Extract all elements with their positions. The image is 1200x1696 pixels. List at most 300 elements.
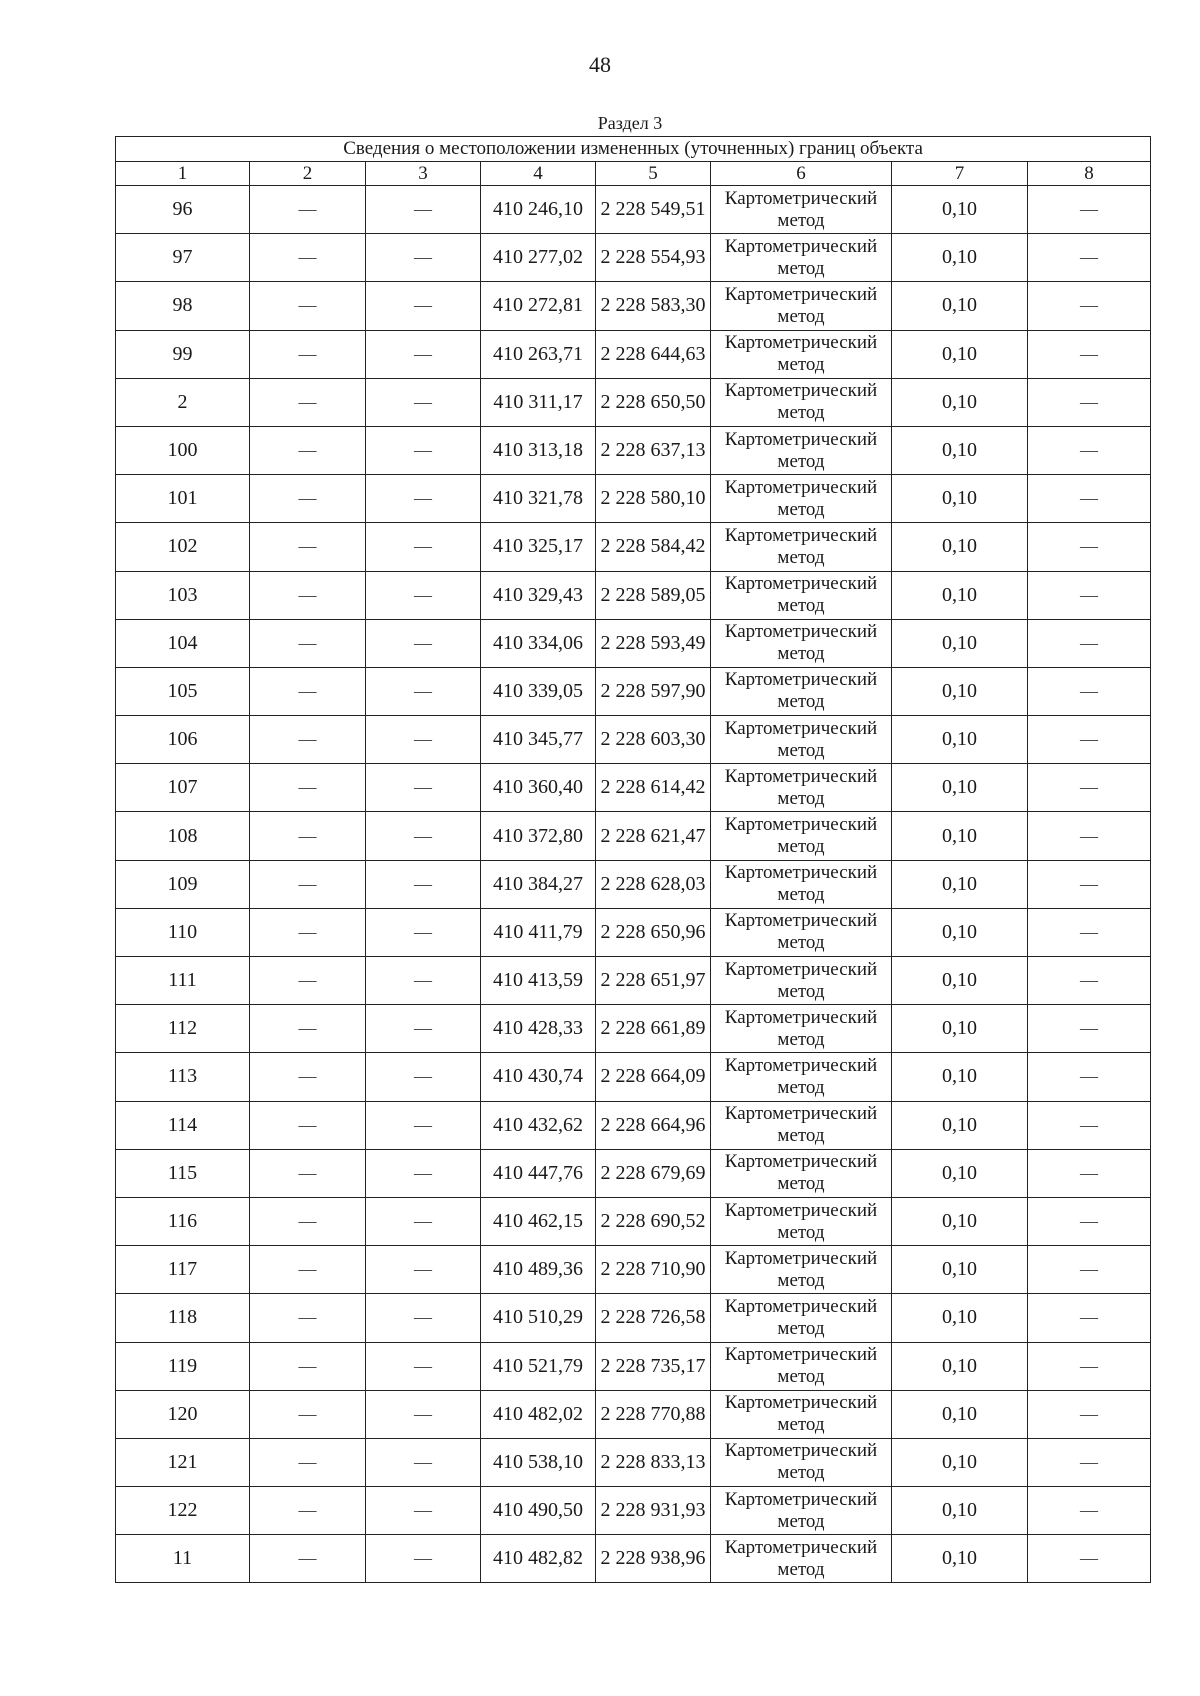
empty-dash-cell: — (1028, 1487, 1151, 1535)
empty-dash-cell: — (366, 378, 481, 426)
point-number-cell: 106 (116, 716, 250, 764)
method-line-1: Картометрический (724, 910, 878, 932)
y-coordinate-cell: 2 228 661,89 (596, 1005, 711, 1053)
empty-dash-cell: — (1028, 716, 1151, 764)
point-number-cell: 103 (116, 571, 250, 619)
empty-dash-cell: — (366, 1197, 481, 1245)
precision-cell: 0,10 (892, 1342, 1028, 1390)
method-line-1: Картометрический (724, 1344, 878, 1366)
empty-dash-cell: — (250, 378, 366, 426)
y-coordinate-cell: 2 228 690,52 (596, 1197, 711, 1245)
method-line-2: метод (777, 1462, 825, 1484)
y-coordinate-cell: 2 228 726,58 (596, 1294, 711, 1342)
empty-dash-cell: — (1028, 1438, 1151, 1486)
x-coordinate-cell: 410 321,78 (481, 475, 596, 523)
table-row (116, 860, 1151, 908)
empty-dash-cell: — (366, 1390, 481, 1438)
empty-dash-cell: — (366, 908, 481, 956)
table-row (116, 426, 1151, 474)
method-line-2: метод (777, 1221, 825, 1243)
x-coordinate-cell: 410 246,10 (481, 186, 596, 234)
empty-dash-cell: — (366, 234, 481, 282)
method-cell (711, 1438, 892, 1486)
method-line-1: Картометрический (724, 573, 878, 595)
method-line-1: Картометрический (724, 669, 878, 691)
table-row (116, 1390, 1151, 1438)
table-row (116, 186, 1151, 234)
precision-cell: 0,10 (892, 1053, 1028, 1101)
empty-dash-cell: — (366, 860, 481, 908)
x-coordinate-cell: 410 384,27 (481, 860, 596, 908)
method-line-2: метод (777, 450, 825, 472)
precision-cell: 0,10 (892, 908, 1028, 956)
table-row (116, 1246, 1151, 1294)
method-cell (711, 282, 892, 330)
empty-dash-cell: — (1028, 378, 1151, 426)
empty-dash-cell: — (1028, 1535, 1151, 1583)
method-line-1: Картометрический (724, 765, 878, 787)
method-line-2: метод (777, 932, 825, 954)
empty-dash-cell: — (250, 908, 366, 956)
table-row (116, 716, 1151, 764)
method-cell (711, 1101, 892, 1149)
method-line-1: Картометрический (724, 621, 878, 643)
x-coordinate-cell: 410 263,71 (481, 330, 596, 378)
method-line-2: метод (777, 1125, 825, 1147)
empty-dash-cell: — (366, 716, 481, 764)
coordinates-table (115, 136, 1151, 1583)
method-cell (711, 330, 892, 378)
x-coordinate-cell: 410 482,82 (481, 1535, 596, 1583)
method-line-2: метод (777, 836, 825, 858)
empty-dash-cell: — (1028, 908, 1151, 956)
point-number-cell: 116 (116, 1197, 250, 1245)
empty-dash-cell: — (250, 1342, 366, 1390)
precision-cell: 0,10 (892, 667, 1028, 715)
y-coordinate-cell: 2 228 735,17 (596, 1342, 711, 1390)
method-cell (711, 1053, 892, 1101)
column-number-row (116, 162, 1151, 186)
method-line-1: Картометрический (724, 1247, 878, 1269)
method-cell (711, 378, 892, 426)
empty-dash-cell: — (250, 426, 366, 474)
y-coordinate-cell: 2 228 650,50 (596, 378, 711, 426)
empty-dash-cell: — (250, 1294, 366, 1342)
method-cell (711, 957, 892, 1005)
method-line-1: Картометрический (724, 1488, 878, 1510)
empty-dash-cell: — (250, 330, 366, 378)
table-row (116, 957, 1151, 1005)
empty-dash-cell: — (250, 1149, 366, 1197)
empty-dash-cell: — (366, 1487, 481, 1535)
point-number-cell: 105 (116, 667, 250, 715)
method-line-1: Картометрический (724, 1536, 878, 1558)
point-number-cell: 98 (116, 282, 250, 330)
point-number-cell: 104 (116, 619, 250, 667)
empty-dash-cell: — (1028, 1294, 1151, 1342)
table-row (116, 1101, 1151, 1149)
empty-dash-cell: — (1028, 1246, 1151, 1294)
precision-cell: 0,10 (892, 1005, 1028, 1053)
empty-dash-cell: — (366, 330, 481, 378)
method-line-2: метод (777, 1269, 825, 1291)
empty-dash-cell: — (366, 1294, 481, 1342)
precision-cell: 0,10 (892, 619, 1028, 667)
empty-dash-cell: — (1028, 1390, 1151, 1438)
empty-dash-cell: — (366, 282, 481, 330)
table-row (116, 619, 1151, 667)
empty-dash-cell: — (366, 475, 481, 523)
empty-dash-cell: — (366, 1101, 481, 1149)
empty-dash-cell: — (366, 667, 481, 715)
x-coordinate-cell: 410 339,05 (481, 667, 596, 715)
table-row (116, 330, 1151, 378)
y-coordinate-cell: 2 228 583,30 (596, 282, 711, 330)
method-line-2: метод (777, 595, 825, 617)
point-number-cell: 108 (116, 812, 250, 860)
precision-cell: 0,10 (892, 1438, 1028, 1486)
x-coordinate-cell: 410 489,36 (481, 1246, 596, 1294)
empty-dash-cell: — (250, 475, 366, 523)
x-coordinate-cell: 410 411,79 (481, 908, 596, 956)
point-number-cell: 120 (116, 1390, 250, 1438)
empty-dash-cell: — (1028, 234, 1151, 282)
y-coordinate-cell: 2 228 931,93 (596, 1487, 711, 1535)
method-cell (711, 1005, 892, 1053)
empty-dash-cell: — (250, 282, 366, 330)
precision-cell: 0,10 (892, 1246, 1028, 1294)
empty-dash-cell: — (250, 812, 366, 860)
table-row (116, 908, 1151, 956)
method-line-1: Картометрический (724, 717, 878, 739)
method-cell (711, 523, 892, 571)
y-coordinate-cell: 2 228 580,10 (596, 475, 711, 523)
precision-cell: 0,10 (892, 860, 1028, 908)
point-number-cell: 110 (116, 908, 250, 956)
method-line-1: Картометрический (724, 1103, 878, 1125)
method-line-1: Картометрический (724, 1295, 878, 1317)
method-cell (711, 426, 892, 474)
empty-dash-cell: — (366, 1535, 481, 1583)
y-coordinate-cell: 2 228 637,13 (596, 426, 711, 474)
x-coordinate-cell: 410 345,77 (481, 716, 596, 764)
method-line-1: Картометрический (724, 1440, 878, 1462)
empty-dash-cell: — (250, 523, 366, 571)
precision-cell: 0,10 (892, 378, 1028, 426)
table-row (116, 378, 1151, 426)
table-row (116, 1438, 1151, 1486)
method-line-2: метод (777, 498, 825, 520)
precision-cell: 0,10 (892, 571, 1028, 619)
method-cell (711, 186, 892, 234)
point-number-cell: 112 (116, 1005, 250, 1053)
x-coordinate-cell: 410 521,79 (481, 1342, 596, 1390)
point-number-cell: 119 (116, 1342, 250, 1390)
x-coordinate-cell: 410 325,17 (481, 523, 596, 571)
table-row (116, 1005, 1151, 1053)
empty-dash-cell: — (366, 523, 481, 571)
empty-dash-cell: — (366, 812, 481, 860)
empty-dash-cell: — (1028, 1053, 1151, 1101)
empty-dash-cell: — (1028, 426, 1151, 474)
y-coordinate-cell: 2 228 664,96 (596, 1101, 711, 1149)
point-number-cell: 100 (116, 426, 250, 474)
method-line-1: Картометрический (724, 235, 878, 257)
table-row (116, 1535, 1151, 1583)
precision-cell: 0,10 (892, 1390, 1028, 1438)
method-line-1: Картометрический (724, 814, 878, 836)
x-coordinate-cell: 410 311,17 (481, 378, 596, 426)
method-line-2: метод (777, 643, 825, 665)
point-number-cell: 102 (116, 523, 250, 571)
point-number-cell: 11 (116, 1535, 250, 1583)
empty-dash-cell: — (1028, 812, 1151, 860)
x-coordinate-cell: 410 430,74 (481, 1053, 596, 1101)
x-coordinate-cell: 410 510,29 (481, 1294, 596, 1342)
method-line-1: Картометрический (724, 1054, 878, 1076)
empty-dash-cell: — (250, 1487, 366, 1535)
method-cell (711, 716, 892, 764)
x-coordinate-cell: 410 372,80 (481, 812, 596, 860)
method-line-1: Картометрический (724, 524, 878, 546)
empty-dash-cell: — (250, 1438, 366, 1486)
column-number: 4 (481, 162, 596, 186)
empty-dash-cell: — (250, 716, 366, 764)
y-coordinate-cell: 2 228 614,42 (596, 764, 711, 812)
empty-dash-cell: — (250, 1197, 366, 1245)
precision-cell: 0,10 (892, 716, 1028, 764)
table-row (116, 1149, 1151, 1197)
method-line-2: метод (777, 787, 825, 809)
y-coordinate-cell: 2 228 644,63 (596, 330, 711, 378)
empty-dash-cell: — (250, 1053, 366, 1101)
method-line-2: метод (777, 1317, 825, 1339)
method-line-2: метод (777, 402, 825, 424)
x-coordinate-cell: 410 432,62 (481, 1101, 596, 1149)
method-line-2: метод (777, 1510, 825, 1532)
point-number-cell: 122 (116, 1487, 250, 1535)
method-cell (711, 1342, 892, 1390)
method-cell (711, 1390, 892, 1438)
empty-dash-cell: — (1028, 1005, 1151, 1053)
precision-cell: 0,10 (892, 282, 1028, 330)
point-number-cell: 109 (116, 860, 250, 908)
point-number-cell: 117 (116, 1246, 250, 1294)
method-cell (711, 860, 892, 908)
x-coordinate-cell: 410 490,50 (481, 1487, 596, 1535)
empty-dash-cell: — (366, 1149, 481, 1197)
empty-dash-cell: — (366, 186, 481, 234)
empty-dash-cell: — (1028, 523, 1151, 571)
method-line-1: Картометрический (724, 476, 878, 498)
column-number: 7 (892, 162, 1028, 186)
precision-cell: 0,10 (892, 186, 1028, 234)
method-line-2: метод (777, 305, 825, 327)
empty-dash-cell: — (250, 667, 366, 715)
y-coordinate-cell: 2 228 549,51 (596, 186, 711, 234)
precision-cell: 0,10 (892, 426, 1028, 474)
y-coordinate-cell: 2 228 679,69 (596, 1149, 711, 1197)
empty-dash-cell: — (1028, 571, 1151, 619)
point-number-cell: 101 (116, 475, 250, 523)
method-cell (711, 475, 892, 523)
precision-cell: 0,10 (892, 812, 1028, 860)
y-coordinate-cell: 2 228 621,47 (596, 812, 711, 860)
empty-dash-cell: — (1028, 1342, 1151, 1390)
table-body (116, 186, 1151, 1583)
method-line-1: Картометрический (724, 187, 878, 209)
method-cell (711, 1246, 892, 1294)
method-line-2: метод (777, 354, 825, 376)
method-line-2: метод (777, 1076, 825, 1098)
column-number: 1 (116, 162, 250, 186)
method-cell (711, 812, 892, 860)
empty-dash-cell: — (1028, 764, 1151, 812)
empty-dash-cell: — (1028, 860, 1151, 908)
method-line-2: метод (777, 209, 825, 231)
table-caption: Сведения о местоположении измененных (уточненных) границ объекта (116, 137, 1151, 162)
x-coordinate-cell: 410 360,40 (481, 764, 596, 812)
table-row (116, 234, 1151, 282)
empty-dash-cell: — (1028, 1149, 1151, 1197)
x-coordinate-cell: 410 272,81 (481, 282, 596, 330)
method-line-2: метод (777, 1414, 825, 1436)
precision-cell: 0,10 (892, 1197, 1028, 1245)
method-line-1: Картометрический (724, 283, 878, 305)
table-row (116, 812, 1151, 860)
point-number-cell: 115 (116, 1149, 250, 1197)
column-number: 6 (711, 162, 892, 186)
method-line-1: Картометрический (724, 958, 878, 980)
table-row (116, 571, 1151, 619)
empty-dash-cell: — (250, 764, 366, 812)
method-cell (711, 1294, 892, 1342)
y-coordinate-cell: 2 228 593,49 (596, 619, 711, 667)
point-number-cell: 99 (116, 330, 250, 378)
precision-cell: 0,10 (892, 1487, 1028, 1535)
empty-dash-cell: — (250, 1246, 366, 1294)
method-line-1: Картометрический (724, 1151, 878, 1173)
empty-dash-cell: — (366, 619, 481, 667)
y-coordinate-cell: 2 228 651,97 (596, 957, 711, 1005)
empty-dash-cell: — (250, 619, 366, 667)
y-coordinate-cell: 2 228 938,96 (596, 1535, 711, 1583)
empty-dash-cell: — (250, 957, 366, 1005)
table-row (116, 282, 1151, 330)
method-line-2: метод (777, 739, 825, 761)
precision-cell: 0,10 (892, 1101, 1028, 1149)
y-coordinate-cell: 2 228 628,03 (596, 860, 711, 908)
empty-dash-cell: — (1028, 186, 1151, 234)
y-coordinate-cell: 2 228 770,88 (596, 1390, 711, 1438)
section-title: Раздел 3 (597, 113, 663, 133)
point-number-cell: 114 (116, 1101, 250, 1149)
empty-dash-cell: — (250, 234, 366, 282)
y-coordinate-cell: 2 228 603,30 (596, 716, 711, 764)
method-line-1: Картометрический (724, 380, 878, 402)
empty-dash-cell: — (250, 571, 366, 619)
method-line-2: метод (777, 546, 825, 568)
column-number: 2 (250, 162, 366, 186)
table-row (116, 1342, 1151, 1390)
method-line-2: метод (777, 1558, 825, 1580)
point-number-cell: 96 (116, 186, 250, 234)
x-coordinate-cell: 410 482,02 (481, 1390, 596, 1438)
table-row (116, 1053, 1151, 1101)
precision-cell: 0,10 (892, 1535, 1028, 1583)
x-coordinate-cell: 410 428,33 (481, 1005, 596, 1053)
method-cell (711, 1197, 892, 1245)
column-number: 5 (596, 162, 711, 186)
empty-dash-cell: — (1028, 667, 1151, 715)
method-line-1: Картометрический (724, 1392, 878, 1414)
x-coordinate-cell: 410 447,76 (481, 1149, 596, 1197)
method-line-1: Картометрический (724, 332, 878, 354)
precision-cell: 0,10 (892, 764, 1028, 812)
table-row (116, 475, 1151, 523)
table-row (116, 1197, 1151, 1245)
point-number-cell: 111 (116, 957, 250, 1005)
empty-dash-cell: — (1028, 1197, 1151, 1245)
empty-dash-cell: — (250, 1390, 366, 1438)
page-number: 48 (589, 52, 611, 77)
y-coordinate-cell: 2 228 833,13 (596, 1438, 711, 1486)
x-coordinate-cell: 410 277,02 (481, 234, 596, 282)
method-line-1: Картометрический (724, 428, 878, 450)
x-coordinate-cell: 410 334,06 (481, 619, 596, 667)
empty-dash-cell: — (366, 1053, 481, 1101)
precision-cell: 0,10 (892, 523, 1028, 571)
table-row (116, 764, 1151, 812)
precision-cell: 0,10 (892, 330, 1028, 378)
precision-cell: 0,10 (892, 957, 1028, 1005)
method-line-1: Картометрический (724, 1006, 878, 1028)
method-cell (711, 764, 892, 812)
x-coordinate-cell: 410 329,43 (481, 571, 596, 619)
precision-cell: 0,10 (892, 1294, 1028, 1342)
empty-dash-cell: — (1028, 330, 1151, 378)
precision-cell: 0,10 (892, 475, 1028, 523)
method-cell (711, 619, 892, 667)
empty-dash-cell: — (1028, 475, 1151, 523)
point-number-cell: 107 (116, 764, 250, 812)
empty-dash-cell: — (250, 186, 366, 234)
column-number: 8 (1028, 162, 1151, 186)
x-coordinate-cell: 410 538,10 (481, 1438, 596, 1486)
method-cell (711, 1149, 892, 1197)
empty-dash-cell: — (250, 1101, 366, 1149)
method-line-2: метод (777, 884, 825, 906)
precision-cell: 0,10 (892, 234, 1028, 282)
table-row (116, 1487, 1151, 1535)
y-coordinate-cell: 2 228 597,90 (596, 667, 711, 715)
method-cell (711, 234, 892, 282)
method-cell (711, 1535, 892, 1583)
method-line-2: метод (777, 1366, 825, 1388)
point-number-cell: 97 (116, 234, 250, 282)
method-cell (711, 908, 892, 956)
table-caption-row (116, 137, 1151, 162)
point-number-cell: 118 (116, 1294, 250, 1342)
method-line-1: Картометрический (724, 1199, 878, 1221)
method-line-2: метод (777, 691, 825, 713)
table-row (116, 523, 1151, 571)
empty-dash-cell: — (366, 571, 481, 619)
point-number-cell: 113 (116, 1053, 250, 1101)
x-coordinate-cell: 410 313,18 (481, 426, 596, 474)
empty-dash-cell: — (1028, 282, 1151, 330)
method-cell (711, 667, 892, 715)
